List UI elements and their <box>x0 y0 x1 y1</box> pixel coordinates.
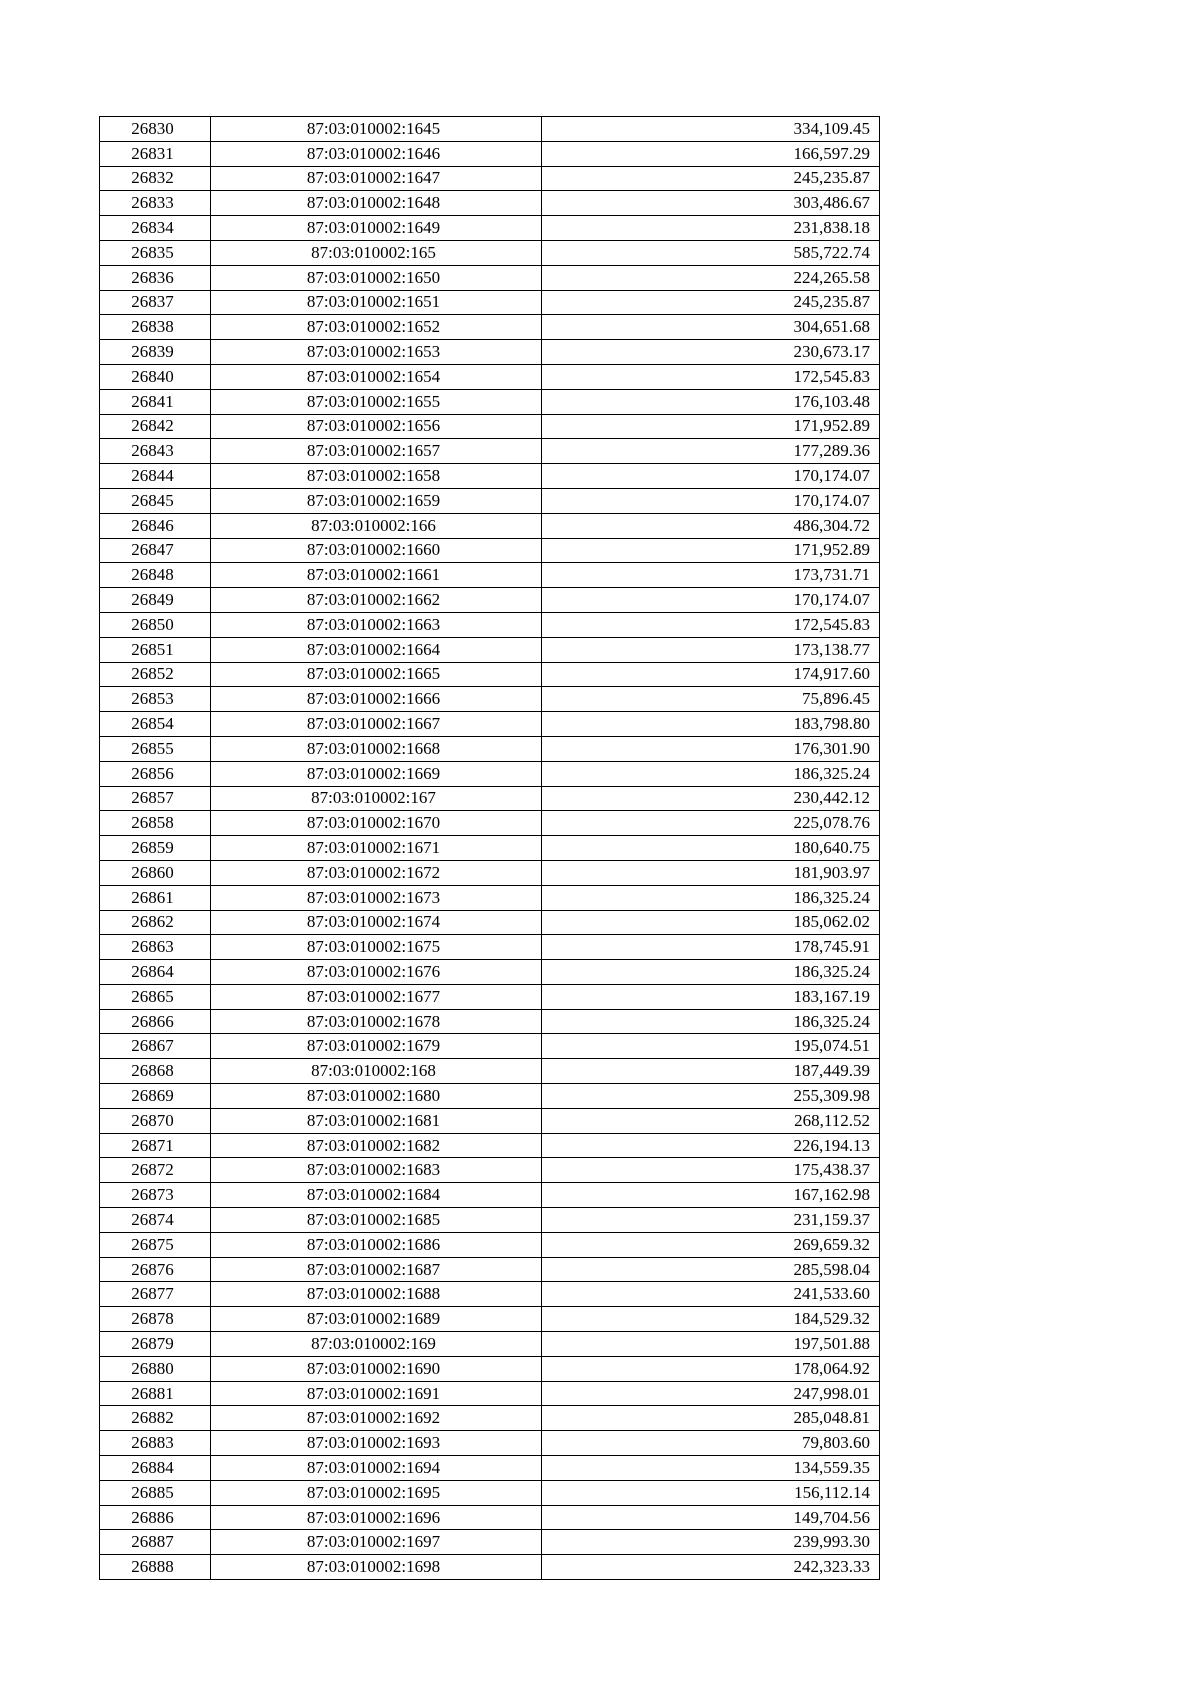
row-number-cell: 26863 <box>100 935 211 960</box>
cadastral-number-cell: 87:03:010002:166 <box>211 513 542 538</box>
table-row <box>100 1059 880 1084</box>
row-number-cell: 26837 <box>100 290 211 315</box>
row-number-cell: 26843 <box>100 439 211 464</box>
value-cell: 174,917.60 <box>542 662 880 687</box>
row-number-cell: 26846 <box>100 513 211 538</box>
row-number-cell: 26861 <box>100 885 211 910</box>
cadastral-number-cell: 87:03:010002:1680 <box>211 1084 542 1109</box>
table-row <box>100 464 880 489</box>
value-cell: 186,325.24 <box>542 960 880 985</box>
row-number-cell: 26833 <box>100 191 211 216</box>
cadastral-number-cell: 87:03:010002:1685 <box>211 1208 542 1233</box>
value-cell: 241,533.60 <box>542 1282 880 1307</box>
cadastral-number-cell: 87:03:010002:1679 <box>211 1034 542 1059</box>
table-row <box>100 885 880 910</box>
table-row <box>100 265 880 290</box>
cadastral-number-cell: 87:03:010002:1669 <box>211 761 542 786</box>
cadastral-number-cell: 87:03:010002:1694 <box>211 1456 542 1481</box>
row-number-cell: 26874 <box>100 1208 211 1233</box>
row-number-cell: 26873 <box>100 1183 211 1208</box>
value-cell: 184,529.32 <box>542 1307 880 1332</box>
row-number-cell: 26865 <box>100 984 211 1009</box>
row-number-cell: 26840 <box>100 364 211 389</box>
table-row <box>100 984 880 1009</box>
value-cell: 231,159.37 <box>542 1208 880 1233</box>
value-cell: 171,952.89 <box>542 414 880 439</box>
row-number-cell: 26857 <box>100 786 211 811</box>
value-cell: 239,993.30 <box>542 1530 880 1555</box>
value-cell: 186,325.24 <box>542 1009 880 1034</box>
table-row <box>100 1084 880 1109</box>
value-cell: 268,112.52 <box>542 1108 880 1133</box>
table-row <box>100 364 880 389</box>
row-number-cell: 26879 <box>100 1332 211 1357</box>
table-row <box>100 588 880 613</box>
value-cell: 172,545.83 <box>542 364 880 389</box>
value-cell: 245,235.87 <box>542 166 880 191</box>
value-cell: 183,798.80 <box>542 712 880 737</box>
cadastral-number-cell: 87:03:010002:1664 <box>211 637 542 662</box>
cadastral-number-cell: 87:03:010002:1678 <box>211 1009 542 1034</box>
cadastral-number-cell: 87:03:010002:1663 <box>211 612 542 637</box>
cadastral-number-cell: 87:03:010002:1647 <box>211 166 542 191</box>
table-row <box>100 1381 880 1406</box>
table-row <box>100 736 880 761</box>
table-row <box>100 1555 880 1580</box>
cadastral-number-cell: 87:03:010002:1650 <box>211 265 542 290</box>
row-number-cell: 26858 <box>100 811 211 836</box>
table-row <box>100 1232 880 1257</box>
table-row <box>100 761 880 786</box>
value-cell: 245,235.87 <box>542 290 880 315</box>
table-row <box>100 439 880 464</box>
table-row <box>100 712 880 737</box>
row-number-cell: 26868 <box>100 1059 211 1084</box>
value-cell: 197,501.88 <box>542 1332 880 1357</box>
row-number-cell: 26844 <box>100 464 211 489</box>
cadastral-number-cell: 87:03:010002:1698 <box>211 1555 542 1580</box>
table-row <box>100 1530 880 1555</box>
cadastral-number-cell: 87:03:010002:1696 <box>211 1505 542 1530</box>
value-cell: 269,659.32 <box>542 1232 880 1257</box>
table-row <box>100 1183 880 1208</box>
table-row <box>100 1307 880 1332</box>
value-cell: 303,486.67 <box>542 191 880 216</box>
row-number-cell: 26848 <box>100 563 211 588</box>
value-cell: 75,896.45 <box>542 687 880 712</box>
value-cell: 247,998.01 <box>542 1381 880 1406</box>
value-cell: 224,265.58 <box>542 265 880 290</box>
table-row <box>100 117 880 142</box>
table-row <box>100 1456 880 1481</box>
cadastral-number-cell: 87:03:010002:1683 <box>211 1158 542 1183</box>
cadastral-number-cell: 87:03:010002:165 <box>211 240 542 265</box>
table-row <box>100 637 880 662</box>
value-cell: 187,449.39 <box>542 1059 880 1084</box>
cadastral-number-cell: 87:03:010002:1677 <box>211 984 542 1009</box>
value-cell: 183,167.19 <box>542 984 880 1009</box>
cadastral-number-cell: 87:03:010002:1656 <box>211 414 542 439</box>
value-cell: 195,074.51 <box>542 1034 880 1059</box>
value-cell: 79,803.60 <box>542 1431 880 1456</box>
row-number-cell: 26888 <box>100 1555 211 1580</box>
row-number-cell: 26878 <box>100 1307 211 1332</box>
row-number-cell: 26883 <box>100 1431 211 1456</box>
row-number-cell: 26841 <box>100 389 211 414</box>
value-cell: 166,597.29 <box>542 141 880 166</box>
value-cell: 180,640.75 <box>542 836 880 861</box>
cadastral-number-cell: 87:03:010002:167 <box>211 786 542 811</box>
cadastral-number-cell: 87:03:010002:1657 <box>211 439 542 464</box>
value-cell: 181,903.97 <box>542 860 880 885</box>
cadastral-number-cell: 87:03:010002:1646 <box>211 141 542 166</box>
table-row <box>100 1282 880 1307</box>
cadastral-value-table <box>99 116 880 1580</box>
value-cell: 171,952.89 <box>542 538 880 563</box>
table-row <box>100 340 880 365</box>
value-cell: 173,138.77 <box>542 637 880 662</box>
table-row <box>100 240 880 265</box>
table-row <box>100 414 880 439</box>
table-row <box>100 836 880 861</box>
row-number-cell: 26877 <box>100 1282 211 1307</box>
row-number-cell: 26871 <box>100 1133 211 1158</box>
cadastral-number-cell: 87:03:010002:1651 <box>211 290 542 315</box>
cadastral-number-cell: 87:03:010002:1661 <box>211 563 542 588</box>
cadastral-number-cell: 87:03:010002:1667 <box>211 712 542 737</box>
cadastral-number-cell: 87:03:010002:1648 <box>211 191 542 216</box>
value-cell: 178,745.91 <box>542 935 880 960</box>
table-row <box>100 538 880 563</box>
cadastral-number-cell: 87:03:010002:1649 <box>211 216 542 241</box>
value-cell: 230,442.12 <box>542 786 880 811</box>
row-number-cell: 26862 <box>100 910 211 935</box>
row-number-cell: 26875 <box>100 1232 211 1257</box>
value-cell: 226,194.13 <box>542 1133 880 1158</box>
cadastral-number-cell: 87:03:010002:168 <box>211 1059 542 1084</box>
cadastral-number-cell: 87:03:010002:1693 <box>211 1431 542 1456</box>
value-cell: 285,048.81 <box>542 1406 880 1431</box>
cadastral-number-cell: 87:03:010002:1674 <box>211 910 542 935</box>
cadastral-number-cell: 87:03:010002:1690 <box>211 1356 542 1381</box>
value-cell: 170,174.07 <box>542 588 880 613</box>
row-number-cell: 26860 <box>100 860 211 885</box>
row-number-cell: 26836 <box>100 265 211 290</box>
value-cell: 134,559.35 <box>542 1456 880 1481</box>
row-number-cell: 26886 <box>100 1505 211 1530</box>
cadastral-number-cell: 87:03:010002:1660 <box>211 538 542 563</box>
row-number-cell: 26854 <box>100 712 211 737</box>
cadastral-number-cell: 87:03:010002:1655 <box>211 389 542 414</box>
row-number-cell: 26831 <box>100 141 211 166</box>
table-row <box>100 1158 880 1183</box>
row-number-cell: 26849 <box>100 588 211 613</box>
cadastral-number-cell: 87:03:010002:1676 <box>211 960 542 985</box>
cadastral-number-cell: 87:03:010002:1671 <box>211 836 542 861</box>
value-cell: 177,289.36 <box>542 439 880 464</box>
cadastral-number-cell: 87:03:010002:1684 <box>211 1183 542 1208</box>
cadastral-number-cell: 87:03:010002:1653 <box>211 340 542 365</box>
table-body <box>100 117 880 1580</box>
row-number-cell: 26859 <box>100 836 211 861</box>
cadastral-number-cell: 87:03:010002:1666 <box>211 687 542 712</box>
row-number-cell: 26835 <box>100 240 211 265</box>
cadastral-number-cell: 87:03:010002:1675 <box>211 935 542 960</box>
cadastral-number-cell: 87:03:010002:1670 <box>211 811 542 836</box>
row-number-cell: 26847 <box>100 538 211 563</box>
table-row <box>100 216 880 241</box>
table-row <box>100 1257 880 1282</box>
cadastral-number-cell: 87:03:010002:1659 <box>211 488 542 513</box>
row-number-cell: 26881 <box>100 1381 211 1406</box>
row-number-cell: 26885 <box>100 1480 211 1505</box>
row-number-cell: 26834 <box>100 216 211 241</box>
table-row <box>100 960 880 985</box>
value-cell: 285,598.04 <box>542 1257 880 1282</box>
row-number-cell: 26876 <box>100 1257 211 1282</box>
table-row <box>100 1034 880 1059</box>
table-row <box>100 488 880 513</box>
value-cell: 167,162.98 <box>542 1183 880 1208</box>
cadastral-number-cell: 87:03:010002:1654 <box>211 364 542 389</box>
cadastral-number-cell: 87:03:010002:1688 <box>211 1282 542 1307</box>
cadastral-number-cell: 87:03:010002:1697 <box>211 1530 542 1555</box>
table-row <box>100 612 880 637</box>
row-number-cell: 26884 <box>100 1456 211 1481</box>
table-row <box>100 1208 880 1233</box>
row-number-cell: 26832 <box>100 166 211 191</box>
cadastral-number-cell: 87:03:010002:1662 <box>211 588 542 613</box>
value-cell: 149,704.56 <box>542 1505 880 1530</box>
table-row <box>100 662 880 687</box>
cadastral-number-cell: 87:03:010002:1672 <box>211 860 542 885</box>
value-cell: 334,109.45 <box>542 117 880 142</box>
cadastral-number-cell: 87:03:010002:1668 <box>211 736 542 761</box>
row-number-cell: 26830 <box>100 117 211 142</box>
row-number-cell: 26856 <box>100 761 211 786</box>
value-cell: 585,722.74 <box>542 240 880 265</box>
row-number-cell: 26853 <box>100 687 211 712</box>
cadastral-number-cell: 87:03:010002:1652 <box>211 315 542 340</box>
table-row <box>100 687 880 712</box>
table-row <box>100 1332 880 1357</box>
row-number-cell: 26842 <box>100 414 211 439</box>
table-row <box>100 860 880 885</box>
value-cell: 186,325.24 <box>542 885 880 910</box>
table-row <box>100 1406 880 1431</box>
value-cell: 230,673.17 <box>542 340 880 365</box>
value-cell: 170,174.07 <box>542 488 880 513</box>
value-cell: 304,651.68 <box>542 315 880 340</box>
value-cell: 242,323.33 <box>542 1555 880 1580</box>
row-number-cell: 26852 <box>100 662 211 687</box>
row-number-cell: 26855 <box>100 736 211 761</box>
cadastral-number-cell: 87:03:010002:1681 <box>211 1108 542 1133</box>
value-cell: 178,064.92 <box>542 1356 880 1381</box>
table-row <box>100 786 880 811</box>
cadastral-number-cell: 87:03:010002:1687 <box>211 1257 542 1282</box>
table-row <box>100 1480 880 1505</box>
value-cell: 156,112.14 <box>542 1480 880 1505</box>
table-row <box>100 290 880 315</box>
row-number-cell: 26866 <box>100 1009 211 1034</box>
cadastral-number-cell: 87:03:010002:1682 <box>211 1133 542 1158</box>
row-number-cell: 26880 <box>100 1356 211 1381</box>
cadastral-number-cell: 87:03:010002:1658 <box>211 464 542 489</box>
value-cell: 225,078.76 <box>542 811 880 836</box>
table-row <box>100 910 880 935</box>
row-number-cell: 26870 <box>100 1108 211 1133</box>
value-cell: 175,438.37 <box>542 1158 880 1183</box>
cadastral-number-cell: 87:03:010002:169 <box>211 1332 542 1357</box>
value-cell: 486,304.72 <box>542 513 880 538</box>
cadastral-number-cell: 87:03:010002:1686 <box>211 1232 542 1257</box>
row-number-cell: 26850 <box>100 612 211 637</box>
table-row <box>100 1108 880 1133</box>
value-cell: 172,545.83 <box>542 612 880 637</box>
row-number-cell: 26887 <box>100 1530 211 1555</box>
row-number-cell: 26838 <box>100 315 211 340</box>
cadastral-number-cell: 87:03:010002:1689 <box>211 1307 542 1332</box>
value-cell: 231,838.18 <box>542 216 880 241</box>
value-cell: 255,309.98 <box>542 1084 880 1109</box>
cadastral-number-cell: 87:03:010002:1665 <box>211 662 542 687</box>
cadastral-number-cell: 87:03:010002:1692 <box>211 1406 542 1431</box>
table-row <box>100 563 880 588</box>
cadastral-number-cell: 87:03:010002:1673 <box>211 885 542 910</box>
row-number-cell: 26839 <box>100 340 211 365</box>
row-number-cell: 26867 <box>100 1034 211 1059</box>
value-cell: 185,062.02 <box>542 910 880 935</box>
value-cell: 173,731.71 <box>542 563 880 588</box>
row-number-cell: 26882 <box>100 1406 211 1431</box>
row-number-cell: 26851 <box>100 637 211 662</box>
cadastral-number-cell: 87:03:010002:1695 <box>211 1480 542 1505</box>
table-row <box>100 166 880 191</box>
value-cell: 186,325.24 <box>542 761 880 786</box>
table-row <box>100 1431 880 1456</box>
table-row <box>100 389 880 414</box>
row-number-cell: 26872 <box>100 1158 211 1183</box>
value-cell: 176,301.90 <box>542 736 880 761</box>
table-row <box>100 1009 880 1034</box>
table-row <box>100 191 880 216</box>
row-number-cell: 26869 <box>100 1084 211 1109</box>
value-cell: 170,174.07 <box>542 464 880 489</box>
table-row <box>100 935 880 960</box>
cadastral-number-cell: 87:03:010002:1645 <box>211 117 542 142</box>
table-row <box>100 1505 880 1530</box>
table-row <box>100 1133 880 1158</box>
table-row <box>100 513 880 538</box>
row-number-cell: 26845 <box>100 488 211 513</box>
cadastral-number-cell: 87:03:010002:1691 <box>211 1381 542 1406</box>
table-row <box>100 811 880 836</box>
value-cell: 176,103.48 <box>542 389 880 414</box>
table-row <box>100 1356 880 1381</box>
row-number-cell: 26864 <box>100 960 211 985</box>
table-row <box>100 315 880 340</box>
table-row <box>100 141 880 166</box>
